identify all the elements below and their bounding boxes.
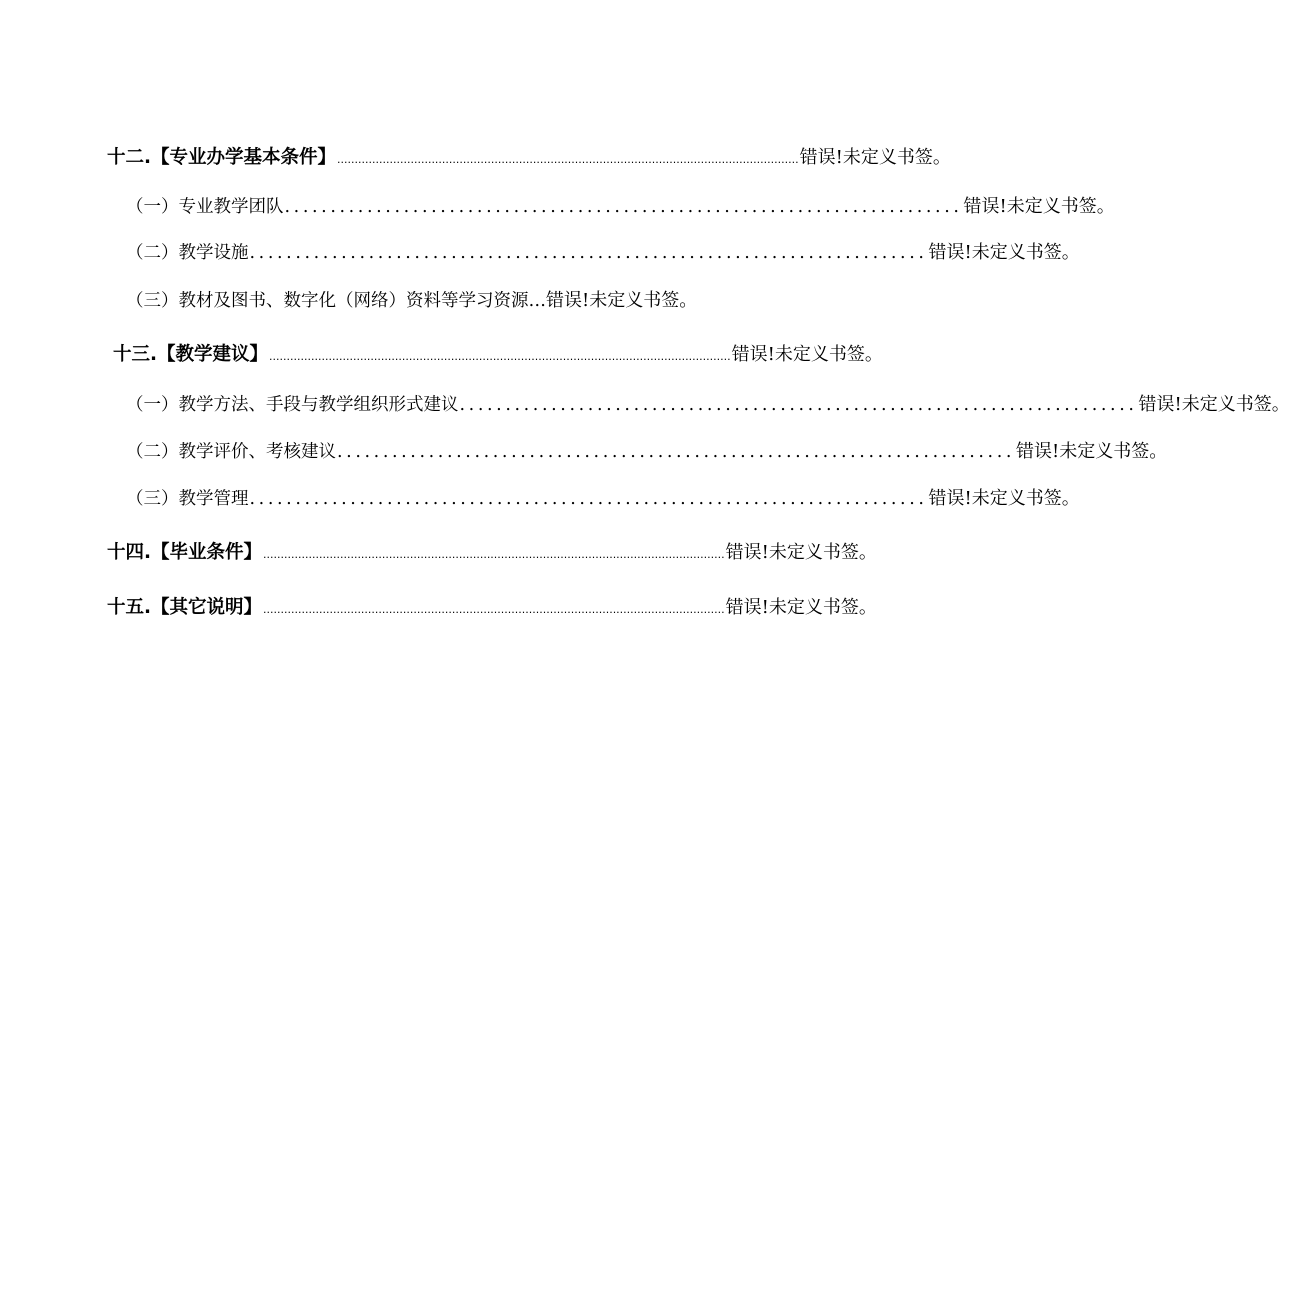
toc-entry-12-1[interactable]: [126, 193, 1115, 221]
toc-entry-section-15[interactable]: [107, 594, 877, 622]
toc-entry-title: （二）教学设施: [126, 243, 249, 263]
toc-entry-section-14[interactable]: [107, 539, 877, 567]
dot-leader: ....................................................................................................................................: [263, 603, 725, 616]
toc-entry-title: （三）教材及图书、数字化（网络）资料等学习资源: [126, 291, 529, 311]
toc-entry-title: （二）教学评价、考核建议: [126, 442, 336, 462]
toc-entry-title: 十二.【专业办学基本条件】: [107, 147, 337, 168]
toc-entry-page-ref: 错误!未定义书签。: [799, 147, 951, 168]
toc-entry-page-ref: 错误!未定义书签。: [963, 196, 1115, 217]
toc-entry-page-ref: 错误!未定义书签。: [546, 290, 698, 311]
dot-leader: ..........................................................................: [249, 489, 928, 509]
toc-entry-title: 十三.【教学建议】: [113, 344, 269, 365]
toc-entry-12-3[interactable]: [126, 287, 766, 315]
toc-entry-title: （一）教学方法、手段与教学组织形式建议: [126, 395, 459, 415]
dot-leader: ..........................................................................: [459, 395, 1138, 415]
toc-entry-13-3[interactable]: [126, 485, 1080, 513]
toc-entry-section-13[interactable]: [113, 341, 883, 369]
dot-leader: ..........................................................................: [249, 243, 928, 263]
toc-entry-13-2[interactable]: [126, 438, 1168, 466]
toc-entry-12-2[interactable]: [126, 239, 1080, 267]
toc-entry-title: （三）教学管理: [126, 489, 249, 509]
ellipsis-leader: …: [528, 291, 546, 311]
dot-leader: ....................................................................................................................................: [263, 548, 725, 561]
dot-leader: ..........................................................................: [284, 197, 963, 217]
dot-leader: ....................................................................................................................................: [337, 153, 799, 166]
toc-entry-page-ref: 错误!未定义书签。: [1138, 394, 1290, 415]
toc-entry-title: 十五.【其它说明】: [107, 597, 263, 618]
toc-entry-13-1[interactable]: [126, 391, 1290, 419]
dot-leader: ....................................................................................................................................: [269, 350, 731, 363]
dot-leader: ..........................................................................: [337, 442, 1016, 462]
toc-entry-title: 十四.【毕业条件】: [107, 542, 263, 563]
toc-entry-section-12[interactable]: [107, 144, 951, 172]
toc-entry-page-ref: 错误!未定义书签。: [731, 344, 883, 365]
toc-entry-title: （一）专业教学团队: [126, 197, 284, 217]
toc-entry-page-ref: 错误!未定义书签。: [928, 488, 1080, 509]
toc-entry-page-ref: 错误!未定义书签。: [725, 597, 877, 618]
toc-entry-page-ref: 错误!未定义书签。: [725, 542, 877, 563]
toc-entry-page-ref: 错误!未定义书签。: [928, 242, 1080, 263]
toc-entry-page-ref: 错误!未定义书签。: [1016, 441, 1168, 462]
